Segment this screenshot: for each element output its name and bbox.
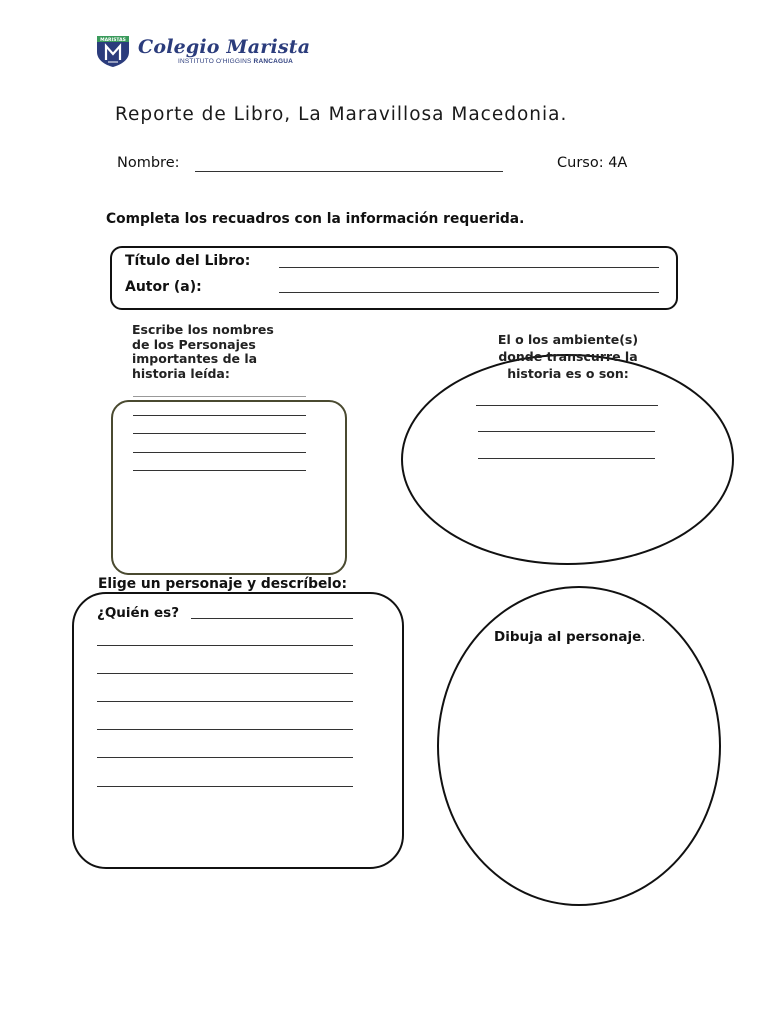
name-label: Nombre: [117,155,180,171]
character-line[interactable] [133,433,306,434]
setting-line[interactable] [476,405,658,406]
describe-box [72,592,404,869]
describe-line[interactable] [97,729,353,730]
setting-ellipse [401,354,734,565]
character-line[interactable] [133,396,306,397]
who-label: ¿Quién es? [97,605,180,621]
describe-line[interactable] [97,786,353,787]
name-field-line[interactable] [195,171,503,172]
course-label: Curso: 4A [557,155,628,171]
school-shield-logo [95,34,131,68]
who-line[interactable] [191,618,353,619]
instructions-text: Completa los recuadros con la información requerida. [106,211,525,227]
setting-line[interactable] [478,431,655,432]
school-name: Colegio Marista [138,36,311,58]
describe-line[interactable] [97,701,353,702]
book-title-label: Título del Libro: [125,253,251,269]
characters-box [111,400,347,575]
worksheet-title: Reporte de Libro, La Maravillosa Macedonia. [115,104,568,125]
describe-heading: Elige un personaje y descríbelo: [98,576,348,592]
school-subtitle: INSTITUTO O'HIGGINS RANCAGUA [178,58,294,65]
svg-text:MARISTAS: MARISTAS [100,38,126,43]
author-line[interactable] [279,292,659,293]
describe-line[interactable] [97,645,353,646]
character-line[interactable] [133,415,306,416]
setting-line[interactable] [478,458,655,459]
character-line[interactable] [133,470,306,471]
author-label: Autor (a): [125,279,202,295]
characters-prompt: Escribe los nombres de los Personajes importantes de la historia leída: [132,322,274,381]
school-wordmark [138,36,311,70]
setting-prompt: El o los ambiente(s) donde transcurre la historia es o son: [497,332,639,381]
book-title-line[interactable] [279,267,659,268]
draw-label: Dibuja al personaje. [494,629,646,645]
describe-line[interactable] [97,673,353,674]
character-line[interactable] [133,452,306,453]
describe-line[interactable] [97,757,353,758]
